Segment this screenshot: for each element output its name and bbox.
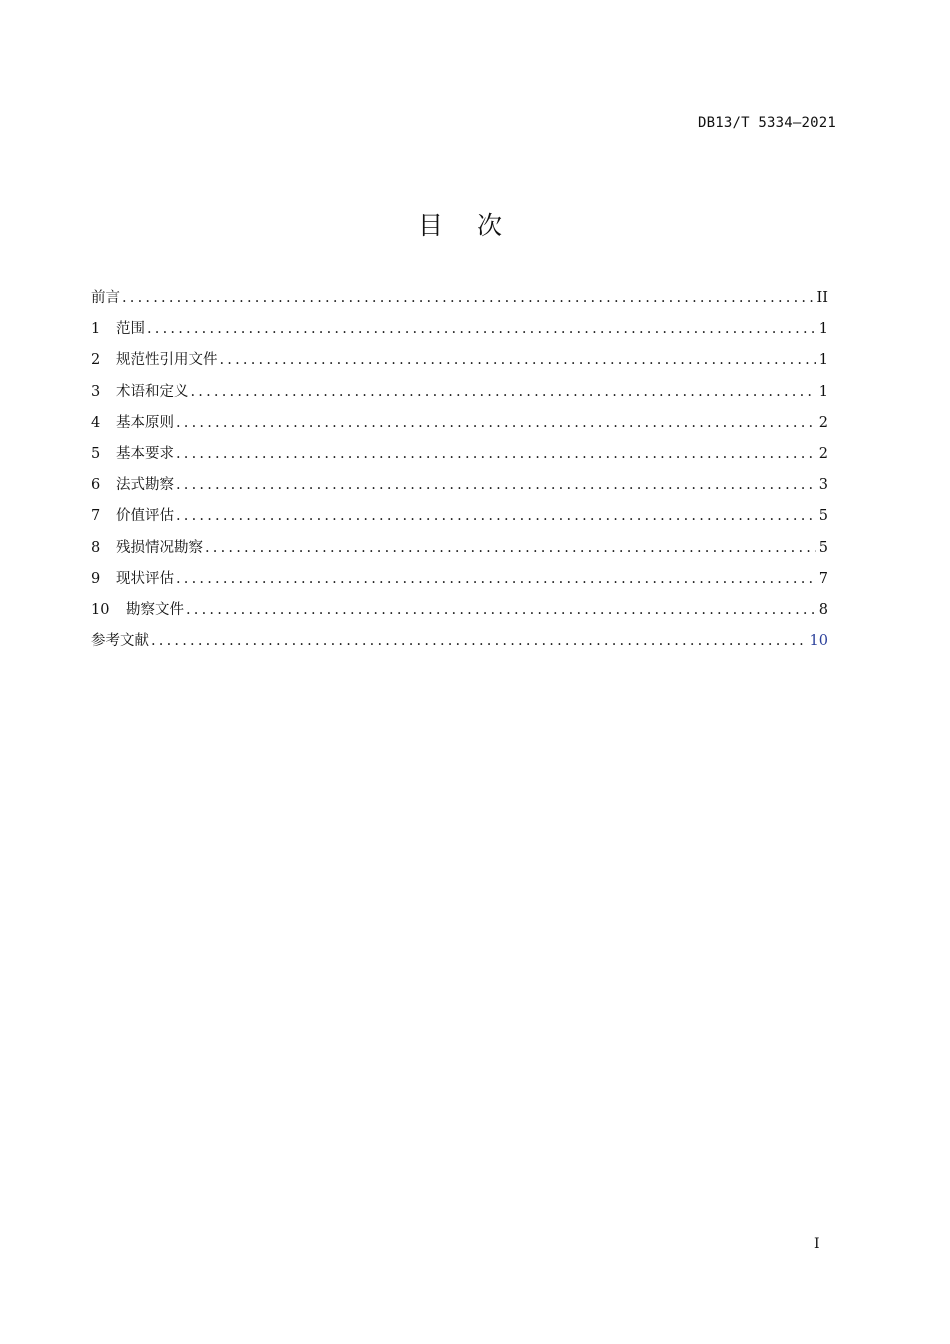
toc-entry-title: 基本要求 <box>116 445 174 462</box>
toc-page-number: 5 <box>818 508 828 525</box>
toc-page-number: 2 <box>818 414 828 431</box>
toc-dot-leader <box>176 446 816 462</box>
toc-dot-leader <box>191 384 816 400</box>
toc-entry-number: 6 <box>91 477 101 494</box>
toc-entry-number: 8 <box>91 539 101 556</box>
toc-page-number: 8 <box>818 601 828 618</box>
toc-list <box>91 286 828 660</box>
toc-entry-title: 价值评估 <box>116 508 174 525</box>
toc-entry-title: 规范性引用文件 <box>116 352 218 369</box>
toc-entry-5[interactable] <box>91 442 828 473</box>
toc-entry-foreword[interactable] <box>91 286 828 317</box>
toc-entry-title: 术语和定义 <box>116 383 189 400</box>
toc-page-number: 1 <box>818 383 828 400</box>
toc-entry-title: 参考文献 <box>91 633 149 650</box>
toc-dot-leader <box>176 508 816 524</box>
toc-dot-leader <box>151 633 807 649</box>
page-number: I <box>814 1236 820 1252</box>
toc-entry-title: 基本原则 <box>116 414 174 431</box>
toc-dot-leader <box>147 321 816 337</box>
toc-entry-references[interactable] <box>91 629 828 660</box>
toc-entry-7[interactable] <box>91 504 828 535</box>
toc-entry-1[interactable] <box>91 317 828 348</box>
toc-dot-leader <box>122 290 814 306</box>
toc-entry-8[interactable] <box>91 536 828 567</box>
toc-page-number: 3 <box>818 477 828 494</box>
toc-title <box>0 206 920 242</box>
toc-entry-number: 1 <box>91 321 101 338</box>
toc-entry-title: 勘察文件 <box>126 601 184 618</box>
toc-entry-title: 前言 <box>91 290 120 306</box>
toc-entry-4[interactable] <box>91 411 828 442</box>
toc-entry-2[interactable] <box>91 348 828 379</box>
toc-page-number: 1 <box>818 352 828 369</box>
toc-title-char-1: 目 <box>417 211 443 240</box>
toc-entry-number: 7 <box>91 508 101 525</box>
toc-page-number: II <box>816 290 828 306</box>
toc-page-number: 5 <box>818 539 828 556</box>
document-code: DB13/T 5334—2021 <box>697 115 836 131</box>
toc-dot-leader <box>186 602 816 618</box>
toc-page-number: 7 <box>818 570 828 587</box>
toc-dot-leader <box>176 477 816 493</box>
toc-page-number: 1 <box>818 321 828 338</box>
toc-page-number: 10 <box>809 633 828 650</box>
toc-entry-number: 10 <box>91 601 110 618</box>
toc-entry-title: 残损情况勘察 <box>116 539 203 556</box>
toc-entry-10[interactable] <box>91 598 828 629</box>
toc-entry-title: 法式勘察 <box>116 477 174 494</box>
toc-dot-leader <box>176 415 816 431</box>
toc-entry-6[interactable] <box>91 473 828 504</box>
toc-entry-9[interactable] <box>91 567 828 598</box>
toc-entry-3[interactable] <box>91 380 828 411</box>
toc-dot-leader <box>220 352 816 368</box>
toc-entry-number: 5 <box>91 445 101 462</box>
toc-dot-leader <box>176 571 816 587</box>
toc-entry-number: 2 <box>91 352 101 369</box>
toc-entry-number: 4 <box>91 414 101 431</box>
toc-entry-title: 范围 <box>116 321 145 338</box>
toc-entry-title: 现状评估 <box>116 570 174 587</box>
toc-entry-number: 3 <box>91 383 101 400</box>
toc-entry-number: 9 <box>91 570 101 587</box>
toc-title-char-2: 次 <box>477 211 503 240</box>
toc-dot-leader <box>205 540 816 556</box>
toc-page-number: 2 <box>818 445 828 462</box>
